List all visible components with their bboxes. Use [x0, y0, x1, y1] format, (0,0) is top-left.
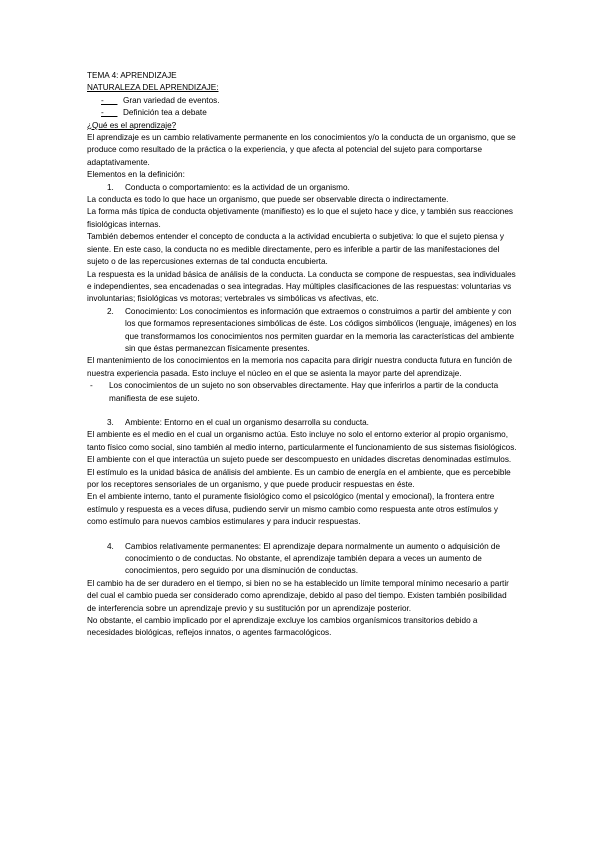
elements-heading: Elementos en la definición:: [87, 170, 185, 180]
body-paragraph: En el ambiente interno, tanto el puramente fisiológico como el psicológico (mental y emocional), la frontera entre estímulo y respuesta es a veces difusa, pudiendo servir un mismo cambio como respuesta ante otros estímulos y como estímulo para nuevos cambios estimulares y para inducir respuestas.: [87, 492, 498, 527]
dash-marker: -___: [101, 108, 118, 118]
topic-item: [87, 95, 517, 107]
item-text: Conocimiento: Los conocimientos es información que extraemos o construimos a partir del ambiente y con los que formamos representaciones simbólicas de éste. Los códigos simbólicos (lenguaje, imágenes) en los que transformamos los conocimientos nos permiten guardar en la memoria las características del ambiente sin que éstas permanezcan físicamente presentes.: [125, 306, 517, 353]
body-paragraph: También debemos entender el concepto de conducta a la actividad encubierta o subjetiva: lo que el sujeto piensa y siente. En este caso, la conducta no es medible directamente, pero es inferible a partir de las manifestaciones del sujeto o de las repercusiones externas de tal conducta encubierta.: [87, 232, 504, 267]
item-number: 3.: [107, 417, 114, 427]
topic-title: TEMA 4: APRENDIZAJE: [87, 71, 177, 80]
definition-paragraph: El aprendizaje es un cambio relativamente permanente en los conocimientos y/o la conducta de un organismo, que se produce como resultado de la práctica o la experiencia, y que afecta al potencial del sujeto para comportarse adaptativamente.: [87, 133, 516, 167]
body-paragraph: La forma más típica de conducta objetivamente (manifiesto) es lo que el sujeto hace y dice, y también sus reacciones fisiológicas internas.: [87, 207, 513, 229]
bullet-marker: -: [90, 381, 93, 391]
body-paragraph: El ambiente es el medio en el cual un organismo actúa. Esto incluye no solo el entorno exterior al propio organismo, tanto físico como social, sino también al medio interno, particularmente el funcionamiento de sus sistemas fisiológicos.: [87, 430, 517, 452]
body-paragraph: No obstante, el cambio implicado por el aprendizaje excluye los cambios organísmicos transitorios debido a necesidades biológicas, reflejos innatos, o agentes farmacológicos.: [87, 616, 478, 638]
spacer: [87, 529, 517, 541]
body-paragraph: El cambio ha de ser duradero en el tiempo, si bien no se ha establecido un límite temporal mínimo necesario a partir del cual el cambio pueda ser considerado como aprendizaje, debido al paso del tiempo. Existen también posibilidad de interferencia sobre un aprendizaje previo y su sustitución por un aprendizaje posterior.: [87, 578, 509, 613]
body-paragraph: La conducta es todo lo que hace un organismo, que puede ser observable directa o indirectamente.: [87, 195, 449, 205]
body-paragraph: El mantenimiento de los conocimientos en la memoria nos capacita para dirigir nuestra conducta futura en función de nuestra experiencia pasada. Esto incluye el núcleo en el que se asienta la mayor parte del aprendizaje.: [87, 356, 513, 378]
topic-item: [87, 107, 517, 119]
item-title: Ambiente: Entorno en el cual un organismo desarrolla su conducta.: [125, 417, 369, 427]
question-heading: ¿Qué es el aprendizaje?: [87, 120, 177, 130]
spacer: [87, 405, 517, 417]
numbered-item-3: [87, 417, 517, 429]
item-title: Conducta o comportamiento: es la actividad de un organismo.: [125, 182, 350, 192]
body-paragraph: El ambiente con el que interactúa un sujeto puede ser descompuesto en unidades discretas denominadas estímulos. El estímulo es la unidad básica de análisis del ambiente. Es un cambio de energía en el ambiente, que es percebible por los receptores sensoriales de un organismo, y que puede producir respuestas en éste.: [87, 455, 512, 489]
body-paragraph: La respuesta es la unidad básica de análisis de la conducta. La conducta se compone de respuestas, sea individuales e independientes, sea encadenadas o sea integradas. Hay múltiples clasificaciones de las respuestas: voluntarias vs involuntarias; fisiológicas vs motoras; vertebrales vs simbólicas vs afectivas, etc.: [87, 269, 516, 304]
document-body: [87, 70, 517, 640]
numbered-item-1: [87, 182, 517, 194]
item-number: 2.: [107, 306, 114, 316]
topic-text: Definición tea a debate: [123, 108, 207, 118]
item-number: 4.: [107, 541, 114, 551]
item-number: 1.: [107, 182, 114, 192]
dash-marker: -___: [101, 95, 118, 105]
topic-text: Gran variedad de eventos.: [123, 95, 220, 105]
bullet-text: Los conocimientos de un sujeto no son observables directamente. Hay que inferirlos a partir de la conducta manifiesta de ese sujeto.: [109, 381, 499, 403]
numbered-item-4: [87, 541, 517, 578]
section-heading: NATURALEZA DEL APRENDIZAJE:: [87, 83, 219, 93]
numbered-item-2: [87, 306, 517, 356]
item-text: Cambios relativamente permanentes: El aprendizaje depara normalmente un aumento o adquisición de conocimiento o de conductas. No obstante, el aprendizaje también depara a veces un aumento de conocimientos, pero seguido por una disminución de conductas.: [125, 541, 501, 576]
bullet-item: [87, 380, 517, 405]
